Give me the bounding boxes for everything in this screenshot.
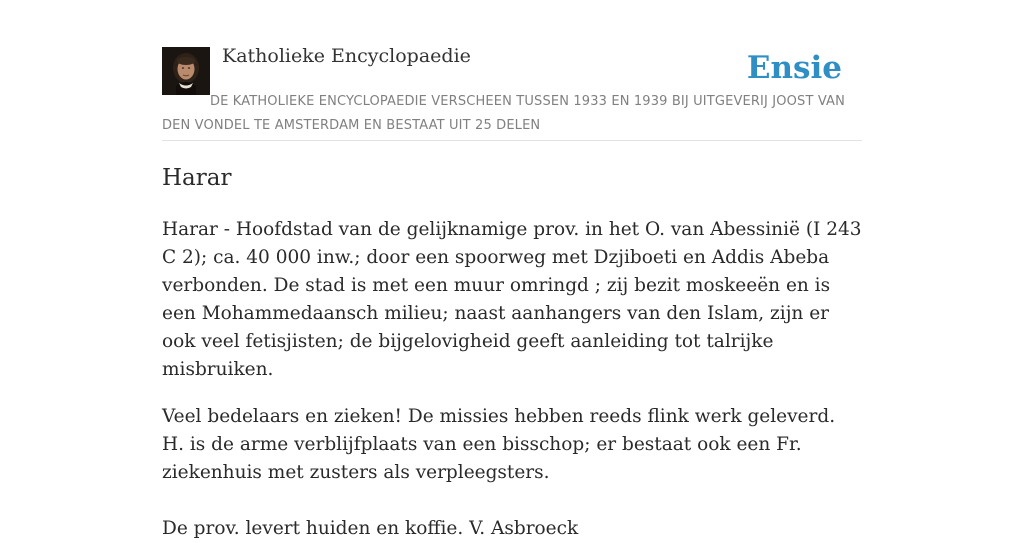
site-title[interactable]: Katholieke Encyclopaedie [222, 45, 471, 67]
ensie-logo-link[interactable]: Ensie [746, 50, 842, 86]
site-tagline: DE KATHOLIEKE ENCYCLOPAEDIE VERSCHEEN TUSSEN 1933 EN 1939 BIJ UITGEVERIJ JOOST VAN DEN VONDEL TE AMSTERDAM EN BESTAAT UIT 25 DELEN [162, 94, 845, 133]
article-title: Harar [162, 165, 232, 191]
site-header [162, 44, 862, 141]
article-paragraph: Veel bedelaars en zieken! De missies hebben reeds flink werk geleverd. H. is de arme verblijfplaats van een bisschop; er bestaat ook een Fr. ziekenhuis met zusters als verpleegsters. [162, 406, 836, 483]
portrait-avatar[interactable] [162, 47, 210, 95]
article-paragraph: De prov. levert huiden en koffie. V. Asbroeck [162, 518, 579, 539]
article-paragraph: Harar - Hoofdstad van de gelijknamige prov. in het O. van Abessinië (I 243 C 2); ca. 40 000 inw.; door een spoorweg met Dzjiboeti en Addis Abeba verbonden. De stad is met een muur omringd ; zij bezit moskeeën en is een Mohammedaansch milieu; naast aanhangers van den Islam, zijn er ook veel fetisjisten; de bijgelovigheid geeft aanleiding tot talrijke misbruiken. [162, 219, 862, 380]
article [162, 160, 862, 543]
portrait-icon [162, 47, 210, 95]
